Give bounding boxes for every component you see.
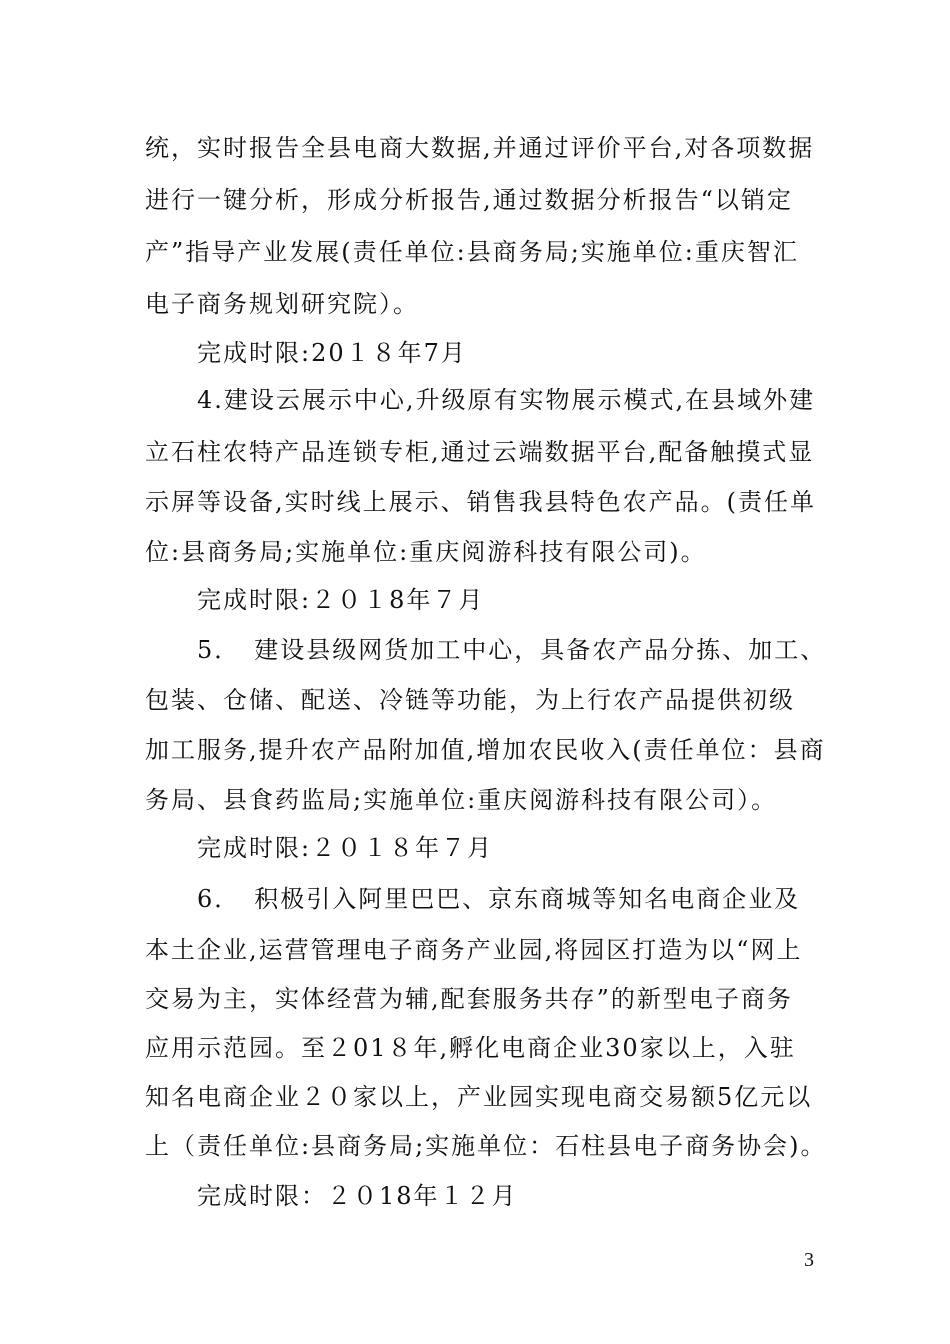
body-text-line: 本土企业,运营管理电子商务产业园,将园区打造为以“网上 bbox=[145, 936, 803, 964]
page-number: 3 bbox=[804, 1249, 814, 1271]
body-text-line: 产”指导产业发展(责任单位:县商务局;实施单位:重庆智汇 bbox=[145, 238, 799, 266]
body-text-line: 包装、仓储、配送、冷链等功能，为上行农产品提供初级 bbox=[145, 686, 795, 714]
body-text-line: 知名电商企业２０家以上，产业园实现电商交易额5亿元以 bbox=[145, 1083, 813, 1111]
item-heading-line: 6． 积极引入阿里巴巴、京东商城等知名电商企业及 bbox=[197, 885, 801, 913]
item-heading-line: 4.建设云展示中心,升级原有实物展示模式,在县域外建 bbox=[197, 386, 816, 414]
body-text-line: 位:县商务局;实施单位:重庆阅游科技有限公司)。 bbox=[145, 538, 707, 566]
deadline-line: 完成时限:２０１8年７月 bbox=[197, 586, 485, 614]
body-text-line: 统，实时报告全县电商大数据,并通过评价平台,对各项数据 bbox=[145, 134, 815, 162]
body-text-line: 上（责任单位:县商务局;实施单位：石柱县电子商务协会)。 bbox=[145, 1132, 827, 1160]
body-text-line: 电子商务规划研究院）。 bbox=[145, 290, 419, 318]
deadline-line: 完成时限:２０１８年７月 bbox=[197, 834, 494, 862]
body-text-line: 示屏等设备,实时线上展示、销售我县特色农产品。(责任单 bbox=[145, 488, 816, 516]
body-text-line: 进行一键分析，形成分析报告,通过数据分析报告“以销定 bbox=[145, 186, 793, 214]
deadline-line: 完成时限：２０18年１２月 bbox=[197, 1182, 518, 1210]
deadline-line: 完成时限:20１８年7月 bbox=[197, 339, 467, 367]
body-text-line: 加工服务,提升农产品附加值,增加农民收入(责任单位：县商 bbox=[145, 736, 826, 764]
body-text-line: 应用示范园。至２01８年,孵化电商企业30家以上，入驻 bbox=[145, 1034, 796, 1062]
body-text-line: 务局、县食药监局;实施单位:重庆阅游科技有限公司）。 bbox=[145, 786, 778, 814]
item-heading-line: 5． 建设县级网货加工中心，具备农产品分拣、加工、 bbox=[197, 636, 827, 664]
body-text-line: 交易为主，实体经营为辅,配套服务共存”的新型电子商务 bbox=[145, 985, 793, 1013]
body-text-line: 立石柱农特产品连锁专柜,通过云端数据平台,配备触摸式显 bbox=[145, 438, 815, 466]
